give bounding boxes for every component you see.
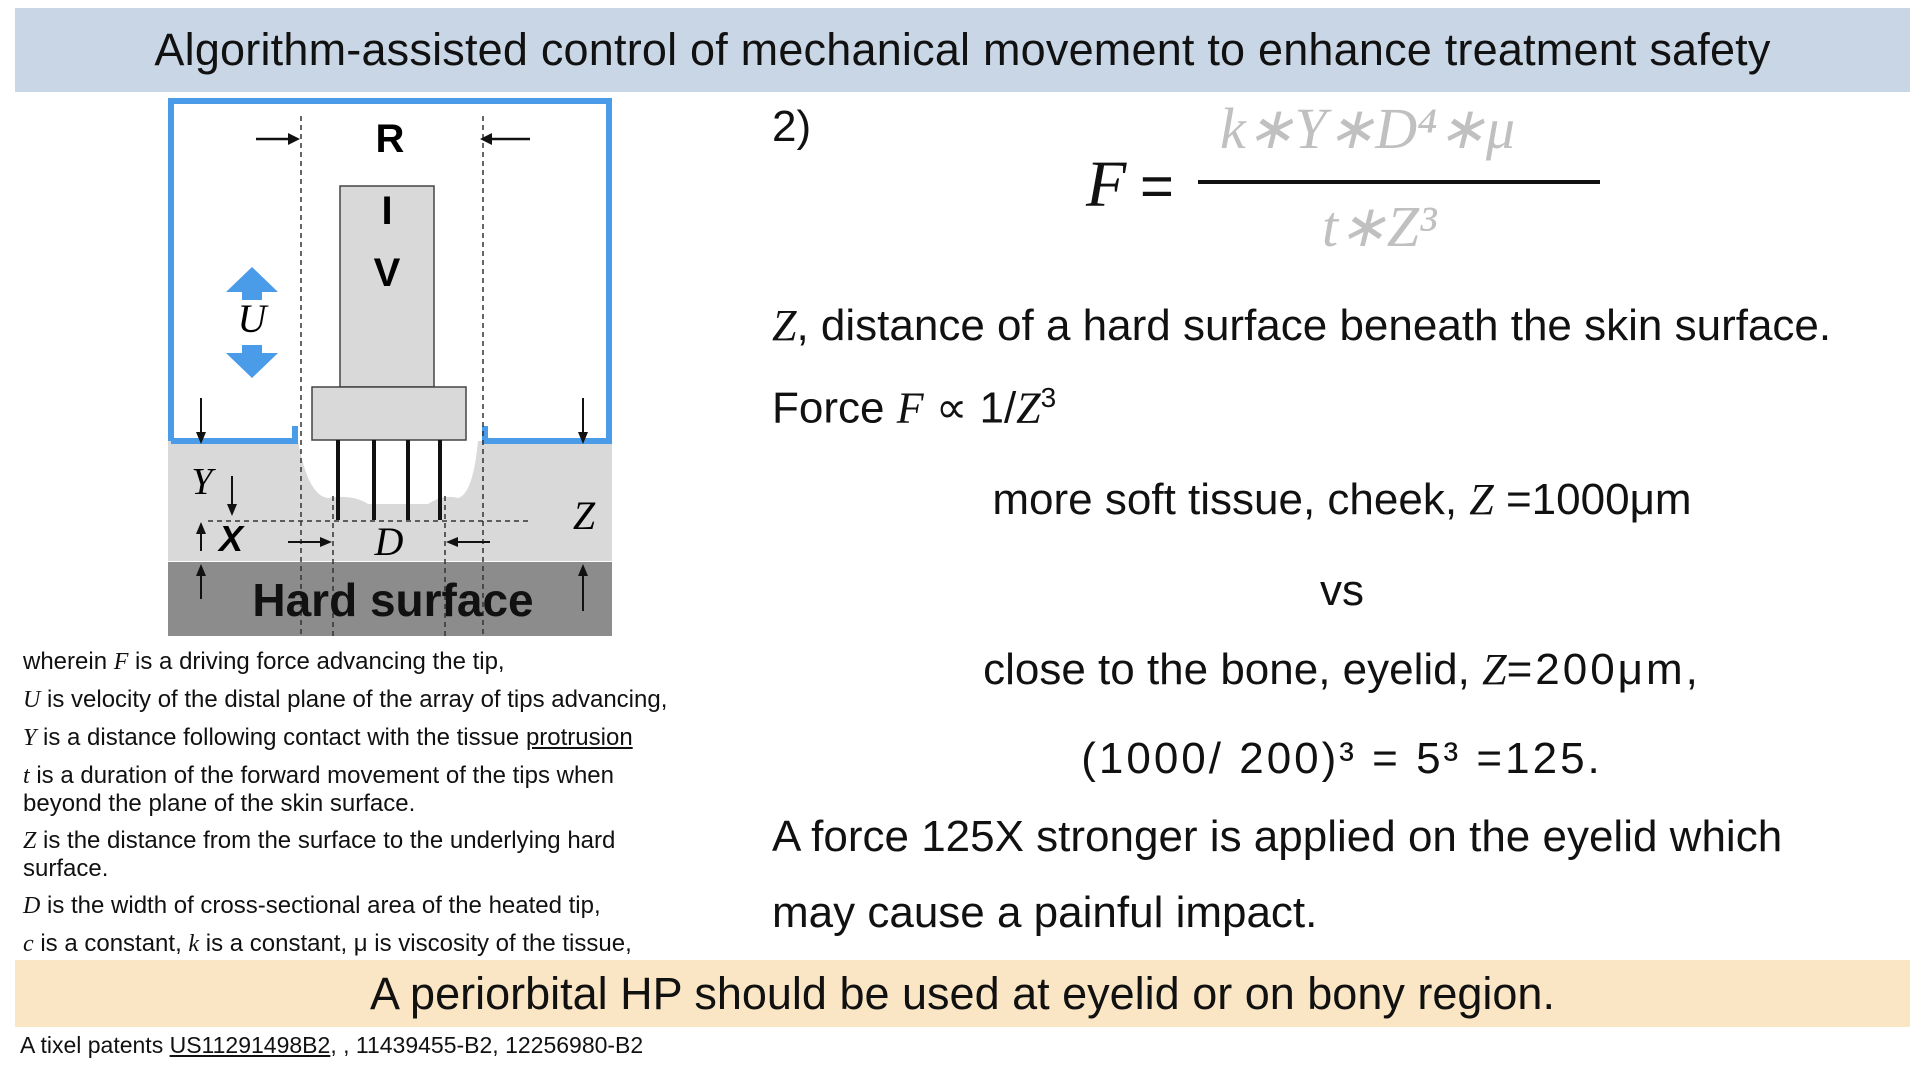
legend-text: surface.	[23, 855, 109, 882]
legend-text: is a constant, μ is viscosity of the tissue,	[199, 930, 632, 957]
legend-text: is a constant,	[33, 930, 189, 957]
force-prefix: Force	[772, 383, 897, 433]
arrowhead	[288, 133, 300, 145]
bone-text: close to the bone, eyelid,	[983, 645, 1483, 694]
formula-denominator: t∗Z³	[1322, 194, 1437, 259]
patent-footer	[20, 1032, 643, 1059]
vs-line: vs	[1320, 566, 1364, 615]
protrusion-link[interactable]: protrusion	[525, 724, 633, 751]
conclusion-line-2: may cause a painful impact.	[772, 888, 1318, 937]
legend-row-u	[23, 686, 743, 714]
label-v: V	[373, 251, 401, 295]
proportional-text: ∝ 1/	[923, 383, 1017, 433]
legend-text: beyond the plane of the skin surface.	[23, 790, 416, 817]
legend-row-y	[23, 724, 743, 752]
legend-text: is a duration of the forward movement of the tips when	[29, 762, 614, 789]
formula-numerator: k∗Y∗D⁴∗μ	[1220, 96, 1515, 161]
legend-text: is a driving force advancing the tip,	[128, 648, 505, 675]
page-title: Algorithm-assisted control of mechanical movement to enhance treatment safety	[154, 24, 1771, 75]
legend-text: is the distance from the surface to the underlying hard	[36, 827, 616, 854]
force-proportionality	[772, 382, 1056, 434]
label-z: Z	[572, 493, 596, 538]
z-definition	[772, 300, 1831, 351]
legend-symbol: Z	[23, 828, 37, 854]
bone-value: =200μm,	[1506, 645, 1701, 694]
skin-indentation	[298, 441, 478, 504]
conclusion-line-1: A force 125X stronger is applied on the eyelid which	[772, 812, 1783, 861]
tip-base	[312, 387, 466, 440]
z-symbol: Z	[1482, 645, 1507, 694]
ratio-line: (1000/ 200)³ = 5³ =125.	[1081, 734, 1603, 783]
legend-symbol: F	[113, 649, 129, 675]
device-diagram	[168, 96, 612, 636]
soft-tissue-line	[772, 474, 1912, 525]
variable-legend	[23, 648, 743, 958]
force-formula	[1060, 96, 1620, 276]
legend-row-d	[23, 892, 743, 920]
arrowhead	[480, 133, 492, 145]
legend-symbol: c	[23, 931, 34, 957]
label-hard-surface: Hard surface	[252, 574, 534, 626]
z-symbol: Z	[1016, 383, 1041, 433]
legend-text: is the width of cross-sectional area of the heated tip,	[40, 892, 601, 919]
legend-row-z-cont	[23, 855, 743, 882]
z-symbol: Z	[1469, 475, 1494, 524]
title-banner	[15, 8, 1910, 92]
label-d: D	[374, 519, 404, 564]
legend-symbol: Y	[23, 725, 37, 751]
label-i: I	[381, 189, 393, 233]
label-x: X	[218, 518, 244, 559]
soft-tissue-value: =1000μm	[1493, 475, 1692, 524]
legend-text: is a distance following contact with the tissue	[36, 724, 526, 751]
legend-row-z	[23, 827, 743, 855]
legend-symbol: k	[188, 931, 200, 957]
z-symbol: Z	[772, 301, 797, 350]
legend-row-t-cont	[23, 790, 743, 817]
bone-line	[772, 644, 1912, 695]
legend-text: is velocity of the distal plane of the array of tips advancing,	[40, 686, 668, 713]
patent-link[interactable]: US11291498B2	[169, 1032, 331, 1058]
formula-equals: =	[1140, 154, 1174, 219]
legend-row-f	[23, 648, 743, 676]
f-symbol: F	[896, 383, 924, 433]
label-y: Y	[191, 461, 213, 503]
recommendation-text: A periorbital HP should be used at eyelid or on bony region.	[370, 967, 1555, 1019]
label-r: R	[375, 117, 405, 161]
legend-prefix: wherein	[23, 648, 114, 675]
legend-symbol: D	[23, 893, 41, 919]
legend-row-t	[23, 762, 743, 790]
recommendation-banner	[15, 960, 1910, 1027]
z-definition-text: , distance of a hard surface beneath the skin surface.	[796, 301, 1832, 350]
patent-list: , , 11439455-B2, 12256980-B2	[330, 1032, 644, 1058]
down-arrow-icon	[226, 345, 278, 378]
patent-prefix: A tixel patents	[20, 1032, 170, 1058]
formula-lhs: F	[1086, 148, 1127, 221]
label-u: U	[237, 296, 267, 341]
legend-symbol: t	[23, 763, 30, 789]
legend-row-c	[23, 930, 743, 958]
step-label: 2)	[772, 102, 812, 151]
legend-symbol: U	[23, 687, 41, 713]
soft-tissue-text: more soft tissue, cheek,	[992, 475, 1470, 524]
exponent: 3	[1040, 382, 1057, 413]
